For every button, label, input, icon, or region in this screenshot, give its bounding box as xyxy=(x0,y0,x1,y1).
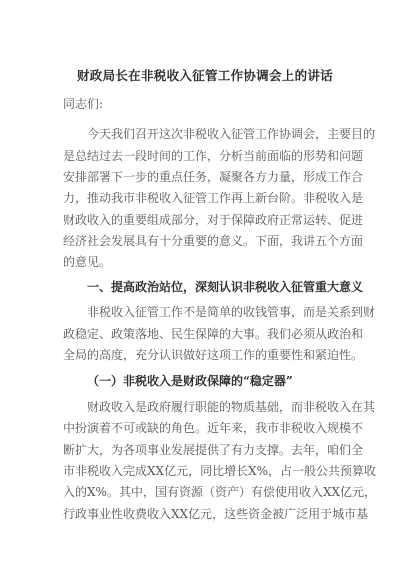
salutation: 同志们: xyxy=(63,97,104,111)
subsection-heading: （一）非税收入是财政保障的“稳定器” xyxy=(87,374,293,388)
paragraph-line: 市非税收入完成XX亿元，同比增长X%，占一般公共预算收 xyxy=(63,464,377,478)
paragraph-line: 断扩大，为各项事业发展提供了有力支撑。去年，咱们全 xyxy=(63,443,364,457)
paragraph-line: 行政事业性收费收入XX亿元，这些资金被广泛用于城市基 xyxy=(63,507,369,521)
paragraph-line: 安排部署下一步的重点任务，凝聚各方力量，形成工作合 xyxy=(63,170,364,184)
paragraph-line: 今天我们召开这次非税收入征管工作协调会，主要目的 xyxy=(87,127,376,141)
paragraph-line: 的意见。 xyxy=(63,255,112,269)
paragraph-line: 力，推动我市非税收入征管工作再上新台阶。非税收入是 xyxy=(63,191,364,205)
paragraph-line: 入的X%。其中，国有资源（资产）有偿使用收入XX亿元， xyxy=(63,485,377,499)
paragraph-line: 财政收入的重要组成部分，对于保障政府正常运转、促进 xyxy=(63,213,364,227)
paragraph-line: 中扮演着不可或缺的角色。近年来，我市非税收入规模不 xyxy=(63,421,364,435)
paragraph-line: 财政收入是政府履行职能的物质基础，而非税收入在其 xyxy=(87,400,376,414)
paragraph-line: 是总结过去一段时间的工作，分析当前面临的形势和问题 xyxy=(63,149,364,163)
paragraph-line: 非税收入征管工作不是简单的收钱管事，而是关系到财 xyxy=(87,305,376,319)
document-title: 财政局长在非税收入征管工作协调会上的讲话 xyxy=(76,68,333,83)
section-heading: 一、提高政治站位，深刻认识非税收入征管重大意义 xyxy=(87,280,364,294)
paragraph-line: 全局的高度，充分认识做好这项工作的重要性和紧迫性。 xyxy=(63,348,364,362)
paragraph-line: 经济社会发展具有十分重要的意义。下面，我讲五个方面 xyxy=(63,234,364,248)
paragraph-line: 政稳定、政策落地、民生保障的大事。我们必须从政治和 xyxy=(63,327,364,341)
